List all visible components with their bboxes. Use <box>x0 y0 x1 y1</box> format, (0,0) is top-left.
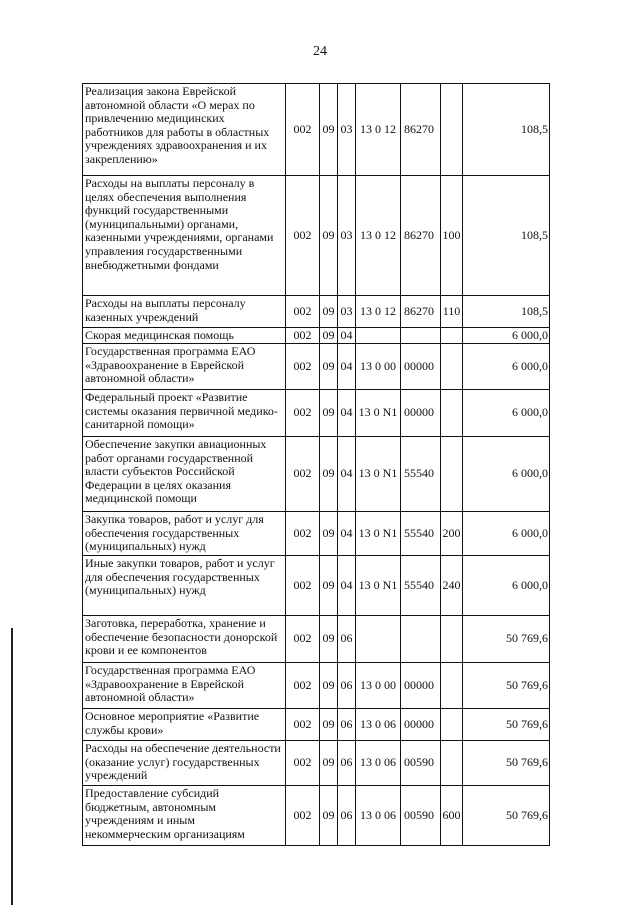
row-rz: 09 <box>320 709 338 741</box>
table-row <box>83 437 550 512</box>
row-rz: 09 <box>320 512 338 556</box>
row-code: 55540 <box>401 437 441 512</box>
row-name: Закупка товаров, работ и услуг для обеспечения государственных (муниципальных) нужд <box>83 512 286 556</box>
row-sum: 6 000,0 <box>463 390 550 437</box>
row-code: 86270 <box>401 176 441 296</box>
row-pr: 06 <box>338 709 356 741</box>
table-row <box>83 786 550 846</box>
row-pr: 04 <box>338 328 356 344</box>
row-name: Государственная программа ЕАО «Здравоохранение в Еврейской автономной области» <box>83 344 286 390</box>
row-sum: 6 000,0 <box>463 512 550 556</box>
row-pr: 03 <box>338 176 356 296</box>
row-rz: 09 <box>320 296 338 328</box>
row-pr: 03 <box>338 296 356 328</box>
row-code: 55540 <box>401 556 441 616</box>
row-csr: 13 0 12 <box>356 176 401 296</box>
row-ved: 002 <box>286 84 320 176</box>
table-row <box>83 84 550 176</box>
row-ved: 002 <box>286 741 320 786</box>
row-name: Расходы на выплаты персоналу в целях обеспечения выполнения функций государственными (муниципальными) органами, казенными учреждениями, органами управления государственными внебюджетными фондами <box>83 176 286 296</box>
row-ved: 002 <box>286 296 320 328</box>
row-ved: 002 <box>286 786 320 846</box>
row-pr: 04 <box>338 512 356 556</box>
row-csr: 13 0 N1 <box>356 556 401 616</box>
row-code: 00000 <box>401 344 441 390</box>
row-code: 86270 <box>401 84 441 176</box>
row-vr <box>441 328 463 344</box>
row-ved: 002 <box>286 328 320 344</box>
row-code: 55540 <box>401 512 441 556</box>
row-csr: 13 0 N1 <box>356 437 401 512</box>
row-vr <box>441 616 463 663</box>
row-sum: 6 000,0 <box>463 437 550 512</box>
row-name: Расходы на обеспечение деятельности (оказание услуг) государственных учреждений <box>83 741 286 786</box>
row-csr: 13 0 00 <box>356 663 401 709</box>
row-name: Федеральный проект «Развитие системы оказания первичной медико-санитарной помощи» <box>83 390 286 437</box>
row-pr: 06 <box>338 663 356 709</box>
row-pr: 04 <box>338 344 356 390</box>
row-sum: 108,5 <box>463 84 550 176</box>
row-rz: 09 <box>320 84 338 176</box>
row-vr: 100 <box>441 176 463 296</box>
row-rz: 09 <box>320 663 338 709</box>
row-code: 00000 <box>401 390 441 437</box>
row-csr: 13 0 12 <box>356 296 401 328</box>
row-rz: 09 <box>320 176 338 296</box>
row-rz: 09 <box>320 437 338 512</box>
row-name: Обеспечение закупки авиационных работ органами государственной власти субъектов Российской Федерации в целях оказания медицинской помощи <box>83 437 286 512</box>
row-csr: 13 0 06 <box>356 786 401 846</box>
row-rz: 09 <box>320 741 338 786</box>
row-name: Заготовка, переработка, хранение и обеспечение безопасности донорской крови и ее компонентов <box>83 616 286 663</box>
row-sum: 50 769,6 <box>463 663 550 709</box>
page-number: 24 <box>313 44 327 59</box>
row-name: Государственная программа ЕАО «Здравоохранение в Еврейской автономной области» <box>83 663 286 709</box>
row-ved: 002 <box>286 709 320 741</box>
row-code: 00000 <box>401 663 441 709</box>
row-rz: 09 <box>320 344 338 390</box>
row-pr: 04 <box>338 556 356 616</box>
row-sum: 50 769,6 <box>463 709 550 741</box>
row-ved: 002 <box>286 616 320 663</box>
table-row <box>83 616 550 663</box>
row-ved: 002 <box>286 344 320 390</box>
row-ved: 002 <box>286 176 320 296</box>
row-pr: 06 <box>338 616 356 663</box>
row-vr <box>441 344 463 390</box>
row-csr: 13 0 N1 <box>356 390 401 437</box>
row-name: Иные закупки товаров, работ и услуг для обеспечения государственных (муниципальных) нужд <box>83 556 286 616</box>
row-ved: 002 <box>286 437 320 512</box>
row-csr <box>356 328 401 344</box>
row-vr: 600 <box>441 786 463 846</box>
table-row <box>83 328 550 344</box>
row-code <box>401 328 441 344</box>
row-ved: 002 <box>286 663 320 709</box>
row-name: Реализация закона Еврейской автономной области «О мерах по привлечению медицинских работников для работы в областных учреждениях здравоохранения и их закреплению» <box>83 84 286 176</box>
row-vr <box>441 437 463 512</box>
margin-line <box>11 628 13 905</box>
budget-table <box>82 83 550 846</box>
row-sum: 50 769,6 <box>463 786 550 846</box>
row-ved: 002 <box>286 512 320 556</box>
table-row <box>83 390 550 437</box>
row-rz: 09 <box>320 556 338 616</box>
table-row <box>83 556 550 616</box>
row-sum: 6 000,0 <box>463 556 550 616</box>
row-vr: 240 <box>441 556 463 616</box>
row-csr: 13 0 06 <box>356 741 401 786</box>
row-csr: 13 0 06 <box>356 709 401 741</box>
row-code: 00590 <box>401 741 441 786</box>
table-row <box>83 709 550 741</box>
row-name: Предоставление субсидий бюджетным, автономным учреждениям и иным некоммерческим организациям <box>83 786 286 846</box>
row-sum: 50 769,6 <box>463 741 550 786</box>
row-sum: 6 000,0 <box>463 328 550 344</box>
row-pr: 04 <box>338 437 356 512</box>
table-row <box>83 741 550 786</box>
row-rz: 09 <box>320 616 338 663</box>
row-vr <box>441 741 463 786</box>
row-code: 00590 <box>401 786 441 846</box>
table-row <box>83 512 550 556</box>
row-code <box>401 616 441 663</box>
table-row <box>83 176 550 296</box>
table-row <box>83 344 550 390</box>
row-ved: 002 <box>286 390 320 437</box>
row-sum: 6 000,0 <box>463 344 550 390</box>
row-vr <box>441 84 463 176</box>
table-row <box>83 296 550 328</box>
row-sum: 108,5 <box>463 176 550 296</box>
row-pr: 03 <box>338 84 356 176</box>
row-name: Расходы на выплаты персоналу казенных учреждений <box>83 296 286 328</box>
row-sum: 108,5 <box>463 296 550 328</box>
row-vr: 110 <box>441 296 463 328</box>
row-rz: 09 <box>320 328 338 344</box>
row-sum: 50 769,6 <box>463 616 550 663</box>
row-name: Скорая медицинская помощь <box>83 328 286 344</box>
row-code: 86270 <box>401 296 441 328</box>
row-ved: 002 <box>286 556 320 616</box>
row-name: Основное мероприятие «Развитие службы крови» <box>83 709 286 741</box>
row-vr <box>441 663 463 709</box>
row-csr <box>356 616 401 663</box>
row-csr: 13 0 N1 <box>356 512 401 556</box>
row-csr: 13 0 00 <box>356 344 401 390</box>
row-vr <box>441 390 463 437</box>
row-vr <box>441 709 463 741</box>
row-code: 00000 <box>401 709 441 741</box>
row-rz: 09 <box>320 786 338 846</box>
row-csr: 13 0 12 <box>356 84 401 176</box>
table-row <box>83 663 550 709</box>
row-vr: 200 <box>441 512 463 556</box>
row-pr: 06 <box>338 741 356 786</box>
row-pr: 06 <box>338 786 356 846</box>
row-rz: 09 <box>320 390 338 437</box>
row-pr: 04 <box>338 390 356 437</box>
